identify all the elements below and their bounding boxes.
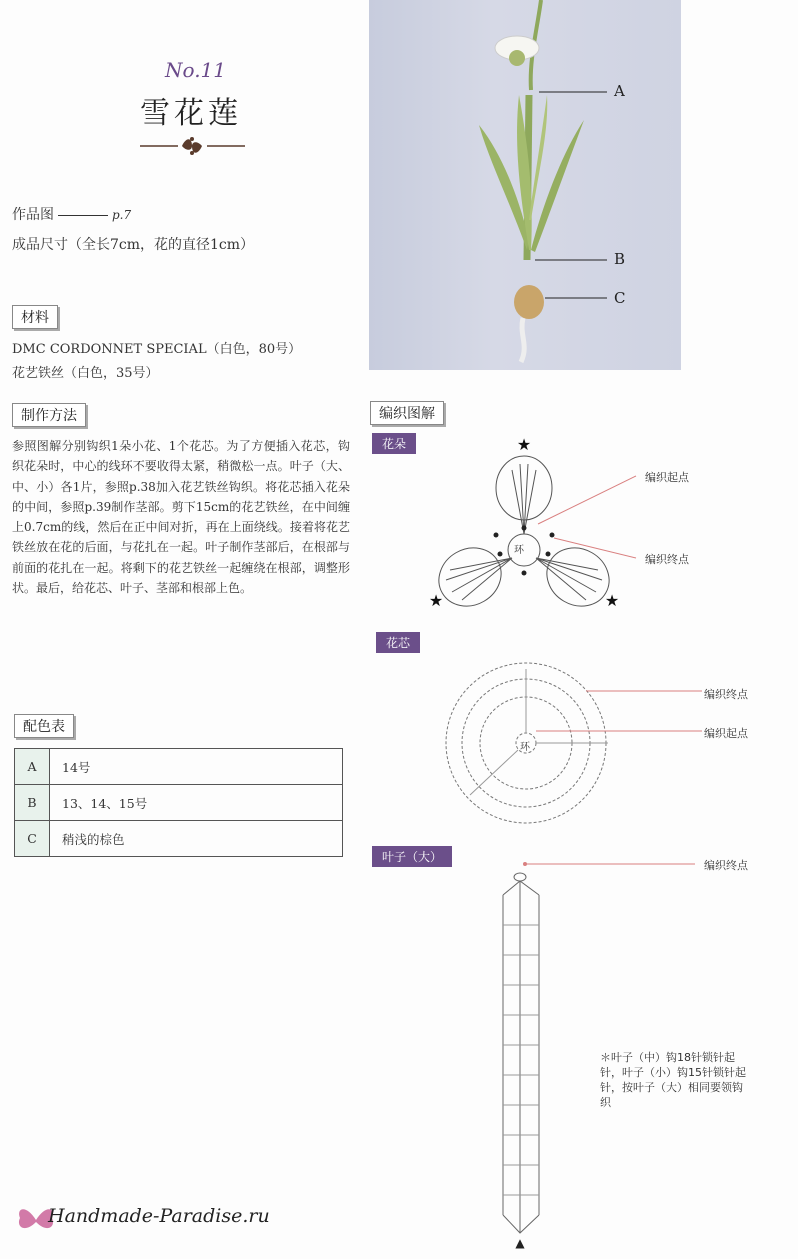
color-key: C xyxy=(15,821,50,857)
material-thread: DMC CORDONNET SPECIAL（白色，80号） xyxy=(12,342,302,357)
label-b: B xyxy=(614,250,626,268)
table-row xyxy=(15,749,343,785)
label-c: C xyxy=(614,289,626,307)
flower-end-label: 编织终点 xyxy=(645,553,689,566)
method-heading: 制作方法 xyxy=(12,403,86,427)
diagrams-heading: 编织图解 xyxy=(370,401,444,425)
leaf-end-label: 编织终点 xyxy=(704,859,748,872)
color-table xyxy=(14,748,343,857)
method-text: 参照图解分别钩织1朵小花、1个花芯。为了方便插入花芯，钩织花朵时，中心的线环不要收得太紧，稍微松一点。叶子（大、中、小）各1片，参照p.38加入花艺铁丝钩织。将花芯插入花朵的中间，参照p.39制作茎部。剪下15cm的花艺铁丝，在中间缠上0.7cm的线，然后在正中间对折，再在上面绕线。接着将花艺铁丝放在花的后面，与花扎在一起。叶子制作茎部后，在根部与前面的花扎在一起。将剩下的花艺铁丝一起缠绕在根部，调整形状。最后，给花芯、叶子、茎部和根部上色。 xyxy=(12,439,350,596)
material-wire: 花艺铁丝（白色，35号） xyxy=(12,366,159,381)
core-chart xyxy=(440,655,710,830)
finished-size: 成品尺寸（全长7cm，花的直径1cm） xyxy=(12,237,255,253)
color-value: 14号 xyxy=(50,749,343,785)
ornament-divider xyxy=(140,135,245,157)
work-photo-ref xyxy=(12,204,131,224)
flower-start-label: 编织起点 xyxy=(645,471,689,484)
materials-heading: 材料 xyxy=(12,305,58,329)
core-ring-label: 环 xyxy=(520,742,530,753)
flower-tag: 花朵 xyxy=(372,433,416,454)
color-table-heading: 配色表 xyxy=(14,714,74,738)
svg-text:★: ★ xyxy=(428,591,444,610)
svg-text:▲: ▲ xyxy=(515,1236,525,1250)
table-row xyxy=(15,785,343,821)
core-tag: 花芯 xyxy=(376,632,420,653)
work-ref-page: p.7 xyxy=(112,208,132,222)
color-key: A xyxy=(15,749,50,785)
color-value: 13、14、15号 xyxy=(50,785,343,821)
table-row xyxy=(15,821,343,857)
core-end-label: 编织终点 xyxy=(704,688,748,701)
core-start-label: 编织起点 xyxy=(704,727,748,740)
pattern-number: No.11 xyxy=(165,58,226,82)
label-a: A xyxy=(614,82,625,100)
work-label: 作品图 xyxy=(12,207,54,223)
svg-text:★: ★ xyxy=(604,591,620,610)
flower-ring-label: 环 xyxy=(514,545,524,556)
watermark-text: Handmade-Paradise.ru xyxy=(48,1205,270,1227)
snowdrop-illustration xyxy=(369,0,681,370)
leaf-size-note: ＊叶子（中）钩18针锁针起针，叶子（小）钩15针锁针起针，按叶子（大）相同要领钩织 xyxy=(600,1051,746,1109)
color-key: B xyxy=(15,785,50,821)
leaf-tag: 叶子（大） xyxy=(372,846,452,867)
page-title: 雪花莲 xyxy=(140,96,242,131)
flower-chart xyxy=(420,430,650,620)
ref-dash xyxy=(58,215,108,216)
svg-text:★: ★ xyxy=(516,435,532,454)
color-value: 稍浅的棕色 xyxy=(50,821,343,857)
product-photo xyxy=(369,0,681,370)
